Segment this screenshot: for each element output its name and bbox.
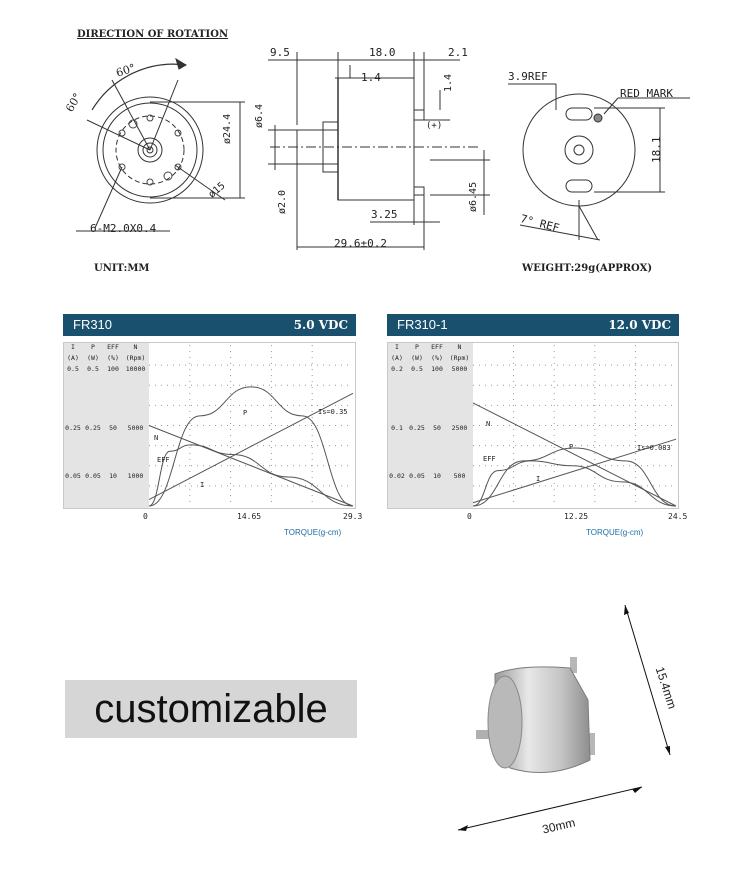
- chart1-u-eff: (%): [107, 354, 119, 362]
- chart2-cell: 0.5: [411, 365, 423, 373]
- chart1-u-p: (W): [87, 354, 99, 362]
- motor-face: [488, 676, 522, 768]
- chart1-h-p: P: [91, 343, 95, 351]
- photo-height-label: 15.4mm: [652, 665, 680, 711]
- chart2-cell: 5000: [451, 365, 468, 373]
- chart2-cell: 0.25: [409, 424, 425, 432]
- weight-label: WEIGHT:29g(APPROX): [522, 263, 653, 274]
- chart2-x-label: TORQUE(g-cm): [586, 528, 644, 537]
- chart2-cell: 0.1: [391, 424, 403, 432]
- chart2-cell: 10: [433, 472, 441, 480]
- chart2-x-tick-0: 0: [467, 512, 472, 521]
- chart1-table-header: [63, 343, 148, 351]
- chart1-cell: 10: [109, 472, 117, 480]
- chart1-cell: 5000: [127, 424, 144, 432]
- rotation-arrow-icon: [176, 59, 186, 69]
- chart1-table-units: [63, 354, 148, 362]
- chart2-table-units: [387, 354, 472, 362]
- angle-left-label: 60°: [63, 90, 85, 115]
- chart2-series-eff: [473, 461, 676, 506]
- chart2-label-p: P: [569, 443, 574, 451]
- rotation-title: DIRECTION OF ROTATION: [77, 29, 229, 40]
- customizable-banner: customizable: [65, 680, 357, 738]
- chart2-header: [387, 314, 679, 336]
- chart1-row-top: [63, 365, 148, 373]
- chart1-label-i: I: [200, 481, 205, 489]
- chart1-row-mid: [63, 424, 148, 432]
- chart2-voltage: 12.0 VDC: [608, 318, 671, 332]
- chart2-row-top: [387, 365, 472, 373]
- angle-top-label: 60°: [114, 61, 138, 80]
- dim-18-1: 18.1: [650, 136, 663, 163]
- chart2-label-eff: EFF: [483, 455, 496, 463]
- dia-inner-label: ø15: [206, 180, 228, 201]
- red-mark-dot: [594, 114, 602, 122]
- chart1-cell: 50: [109, 424, 117, 432]
- chart2-h-n: N: [457, 343, 462, 351]
- chart2-cell: 50: [433, 424, 441, 432]
- chart1-label-n: N: [154, 434, 159, 442]
- chart2-u-p: (W): [411, 354, 423, 362]
- chart2-cell: 0.05: [409, 472, 425, 480]
- chart1-header: [63, 314, 356, 336]
- chart1-cell: 0.25: [85, 424, 101, 432]
- chart2-series-p: [473, 448, 676, 506]
- chart1-u-i: (A): [67, 354, 79, 362]
- chart2-u-eff: (%): [431, 354, 443, 362]
- chart1-label-is: Is=0.35: [318, 408, 348, 416]
- dim-2-1: 2.1: [448, 46, 468, 59]
- chart1-cell: 0.5: [87, 365, 99, 373]
- chart2-name: FR310-1: [397, 317, 448, 332]
- chart2-h-p: P: [415, 343, 419, 351]
- chart1-h-n: N: [133, 343, 138, 351]
- chart1-u-n: (Rpm): [125, 354, 146, 362]
- chart1-x-tick-0: 0: [143, 512, 148, 521]
- chart2-table: [387, 343, 472, 480]
- dia-outer-label: ø24.4: [222, 113, 233, 144]
- chart2-x-tick-max: 24.5: [668, 512, 688, 521]
- chart1-label-eff: EFF: [157, 456, 170, 464]
- screw-note: 6-M2.0X0.4: [90, 222, 157, 235]
- dim-3-25: 3.25: [371, 208, 398, 221]
- chart1-cell: 100: [107, 365, 119, 373]
- dia-6-45: ø6.45: [468, 181, 479, 212]
- chart1-table: [63, 343, 148, 480]
- dim-9-5: 9.5: [270, 46, 290, 59]
- dim-overall: 29.6±0.2: [334, 237, 387, 250]
- ref-3-9: 3.9REF: [508, 70, 548, 83]
- chart2-row-mid: [387, 424, 472, 432]
- chart2-row-bottom: [387, 472, 472, 480]
- front-view: [76, 59, 245, 231]
- photo-width-label: 30mm: [540, 815, 577, 837]
- dia-2-0: ø2.0: [277, 189, 288, 214]
- unit-label: UNIT:MM: [94, 263, 150, 274]
- chart1-x-label: TORQUE(g-cm): [284, 528, 342, 537]
- dim-1-4-term: 1.4: [443, 73, 454, 92]
- chart2-cell: 0.2: [391, 365, 403, 373]
- chart2-cell: 0.02: [389, 472, 405, 480]
- chart1-cell: 0.05: [85, 472, 101, 480]
- chart1-h-eff: EFF: [107, 343, 119, 351]
- chart2-x-tick-mid: 12.25: [564, 512, 589, 521]
- chart1-x-tick-max: 29.3: [343, 512, 363, 521]
- chart1-label-p: P: [243, 409, 248, 417]
- red-mark-label: RED MARK: [620, 87, 673, 100]
- chart1-cell: 10000: [125, 365, 146, 373]
- dia-6-4: ø6.4: [254, 103, 265, 128]
- chart2-label-i: I: [536, 475, 541, 483]
- chart2-h-eff: EFF: [431, 343, 443, 351]
- chart2-cell: 500: [453, 472, 466, 480]
- plus-mark: (+): [426, 121, 443, 131]
- dim-1-4-step: 1.4: [361, 71, 381, 84]
- chart2-h-i: I: [395, 343, 399, 351]
- chart2-label-is: Is=0.083: [637, 444, 671, 452]
- chart2-u-i: (A): [391, 354, 403, 362]
- chart1-voltage: 5.0 VDC: [293, 318, 348, 332]
- chart1-cell: 0.05: [65, 472, 81, 480]
- chart2-u-n: (Rpm): [449, 354, 470, 362]
- dim-18-0: 18.0: [369, 46, 396, 59]
- chart1-x-tick-mid: 14.65: [237, 512, 262, 521]
- chart1-h-i: I: [71, 343, 75, 351]
- chart1-series-eff: [149, 445, 353, 506]
- chart2-cell: 100: [431, 365, 443, 373]
- chart1-cell: 1000: [127, 472, 144, 480]
- chart2-cell: 2500: [451, 424, 468, 432]
- ref-7: 7° REF: [518, 212, 561, 235]
- chart1-cell: 0.5: [67, 365, 79, 373]
- chart1-cell: 0.25: [65, 424, 81, 432]
- chart1-name: FR310: [73, 317, 113, 332]
- chart1-row-bottom: [63, 472, 148, 480]
- chart2-label-n: N: [486, 420, 491, 428]
- chart2-table-header: [387, 343, 472, 351]
